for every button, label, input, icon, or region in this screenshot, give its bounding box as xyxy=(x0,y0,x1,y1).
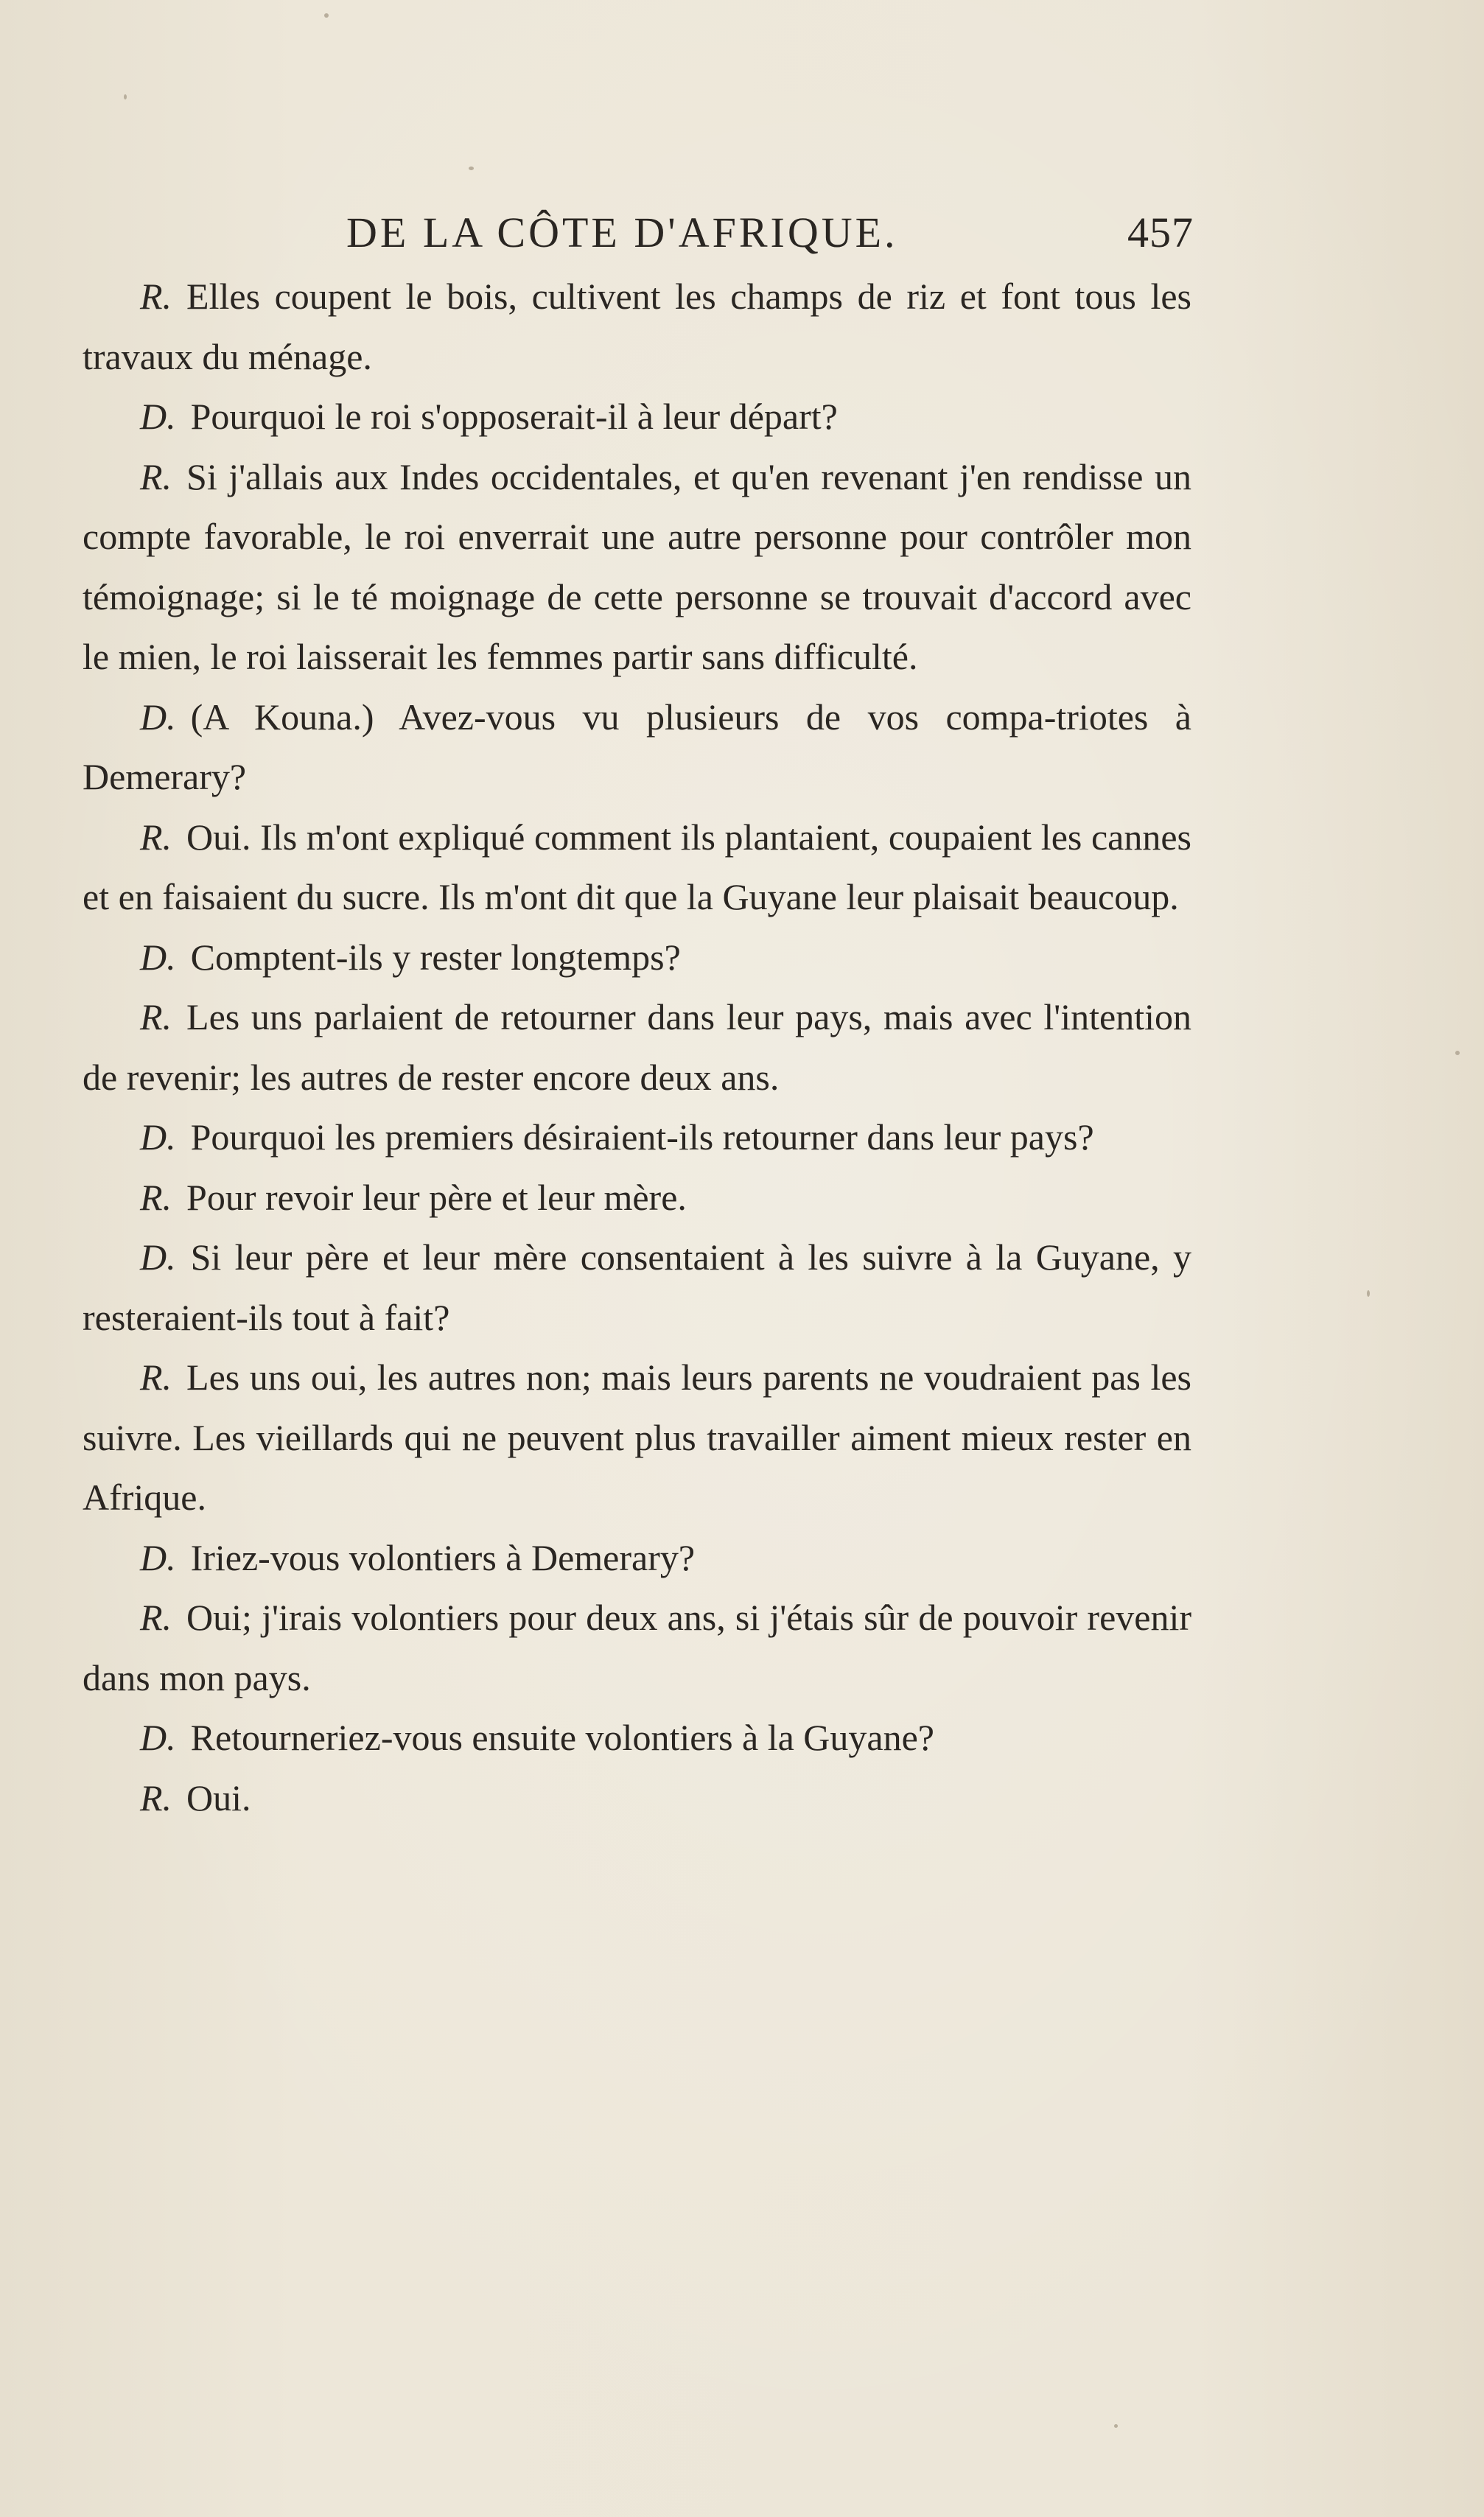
dialogue-paragraph xyxy=(83,1348,1191,1528)
paper-speck xyxy=(324,13,329,18)
dialogue-paragraph xyxy=(83,447,1191,687)
dialogue-paragraph xyxy=(83,987,1191,1107)
speaker-label: D. xyxy=(140,1236,176,1278)
paragraph-text: Les uns oui, les autres non; mais leurs parents ne voudraient pas les suivre. Les vieillards qui ne peuvent plus travailler aiment mieux rester en Afrique. xyxy=(83,1356,1191,1518)
speaker-label: R. xyxy=(140,1597,172,1638)
paragraph-text: Si leur père et leur mère consentaient à les suivre à la Guyane, y resteraient-ils tout à fait? xyxy=(83,1236,1191,1338)
speaker-label: R. xyxy=(140,1776,172,1818)
paragraph-text: Les uns parlaient de retourner dans leur pays, mais avec l'intention de revenir; les autres de rester encore deux ans. xyxy=(83,996,1191,1098)
speaker-label: R. xyxy=(140,276,172,317)
speaker-label: R. xyxy=(140,996,172,1037)
paragraph-text: Oui; j'irais volontiers pour deux ans, si j'étais sûr de pouvoir revenir dans mon pays. xyxy=(83,1597,1191,1698)
paper-speck xyxy=(469,167,474,170)
dialogue-paragraph xyxy=(83,1228,1191,1348)
paragraph-text: Iriez-vous volontiers à Demerary? xyxy=(190,1536,696,1578)
paper-speck xyxy=(1367,1290,1370,1297)
paper-speck xyxy=(1114,2424,1118,2428)
speaker-label: R. xyxy=(140,816,172,858)
paragraph-text: Comptent-ils y rester longtemps? xyxy=(190,936,681,978)
speaker-label: D. xyxy=(140,696,176,738)
dialogue-paragraph xyxy=(83,267,1191,387)
dialogue-paragraph xyxy=(83,928,1191,988)
page-number: 457 xyxy=(1127,209,1194,256)
dialogue-paragraph xyxy=(83,1588,1191,1708)
dialogue-paragraph xyxy=(83,687,1191,808)
dialogue-paragraph xyxy=(83,1768,1191,1829)
dialogue-paragraph xyxy=(83,1528,1191,1589)
paragraph-text: Pour revoir leur père et leur mère. xyxy=(186,1176,687,1218)
speaker-label: R. xyxy=(140,1356,172,1398)
speaker-label: D. xyxy=(140,936,176,978)
dialogue-paragraph xyxy=(83,808,1191,928)
running-head xyxy=(346,208,1194,267)
dialogue-paragraph xyxy=(83,387,1191,447)
speaker-label: D. xyxy=(140,1116,176,1158)
paragraph-text: Si j'allais aux Indes occidentales, et qu'en revenant j'en rendisse un compte favorable, le roi enverrait une autre personne pour contrôler mon témoignage; si le té moignage de cette personne se trouvait d'accord avec le mien, le roi laisserait les femmes partir sans difficulté. xyxy=(83,455,1191,677)
paragraph-text: (A Kouna.) Avez-vous vu plusieurs de vos compa-triotes à Demerary? xyxy=(83,696,1191,797)
speaker-label: D. xyxy=(140,1717,176,1758)
paragraph-text: Pourquoi les premiers désiraient-ils retourner dans leur pays? xyxy=(190,1116,1094,1158)
paragraph-text: Oui. Ils m'ont expliqué comment ils plantaient, coupaient les cannes et en faisaient du sucre. Ils m'ont dit que la Guyane leur plaisait beaucoup. xyxy=(83,816,1191,917)
paragraph-text: Pourquoi le roi s'opposerait-il à leur départ? xyxy=(190,396,838,437)
paragraph-text: Elles coupent le bois, cultivent les champs de riz et font tous les travaux du ménage. xyxy=(83,276,1191,377)
dialogue-paragraph xyxy=(83,1168,1191,1228)
paper-speck xyxy=(1455,1051,1460,1055)
running-head-title: DE LA CÔTE D'AFRIQUE. xyxy=(346,209,898,256)
paragraph-text: Oui. xyxy=(186,1776,251,1818)
speaker-label: R. xyxy=(140,455,172,497)
paper-speck xyxy=(124,94,127,99)
speaker-label: D. xyxy=(140,1536,176,1578)
dialogue-paragraph xyxy=(83,1107,1191,1168)
dialogue-paragraph xyxy=(83,1708,1191,1768)
paragraph-text: Retourneriez-vous ensuite volontiers à la Guyane? xyxy=(190,1717,934,1758)
dialogue-text xyxy=(83,267,1191,1828)
speaker-label: D. xyxy=(140,396,176,437)
speaker-label: R. xyxy=(140,1176,172,1218)
